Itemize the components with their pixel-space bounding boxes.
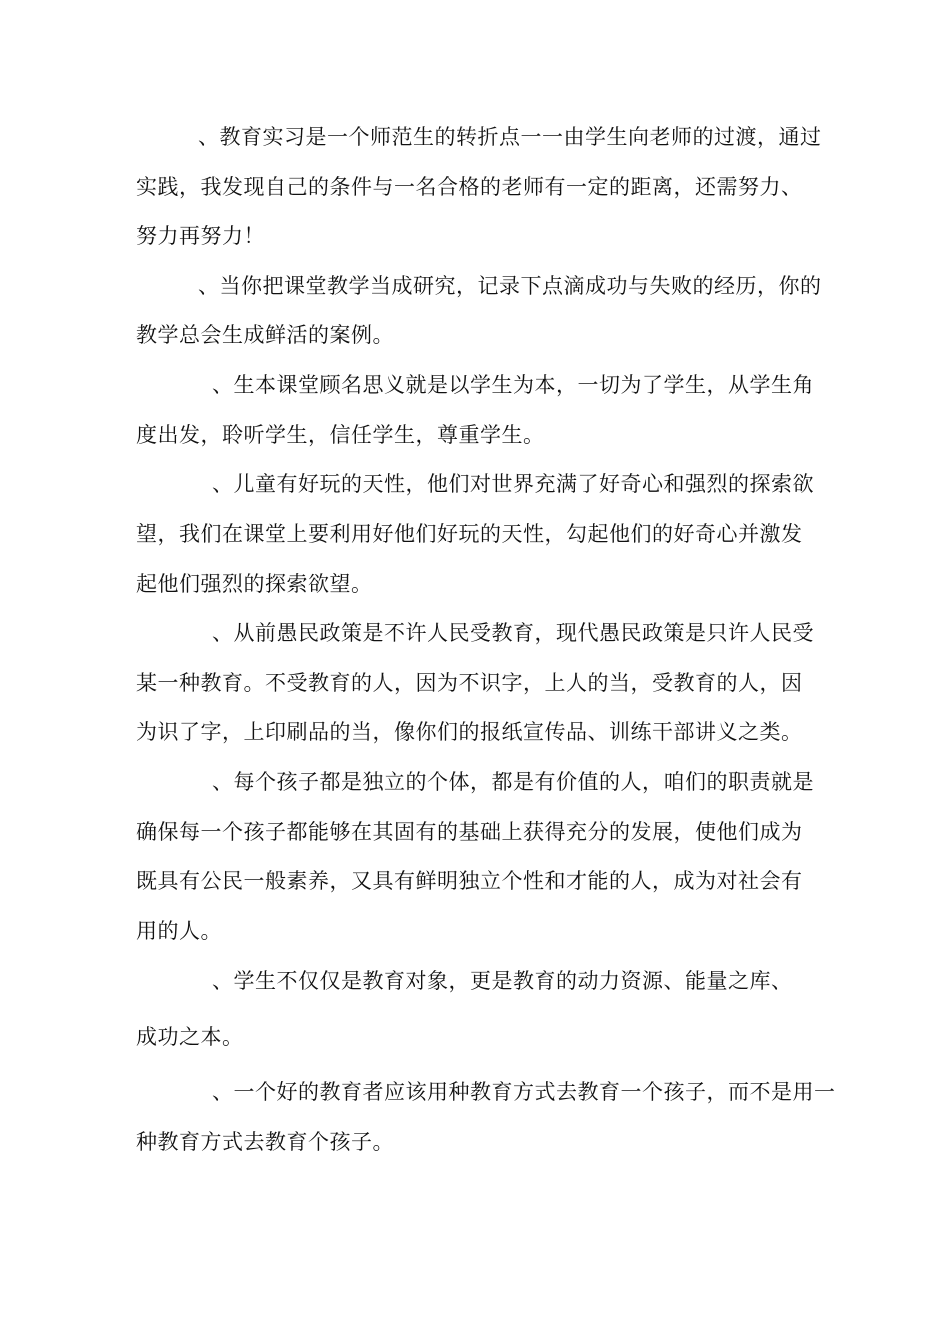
paragraph-4-line-3: 起他们强烈的探索欲望。: [136, 572, 373, 596]
paragraph-6-line-4: 用的人。: [136, 919, 222, 943]
paragraph-4-line-1: 、儿童有好玩的天性，他们对世界充满了好奇心和强烈的探索欲: [212, 472, 814, 496]
paragraph-7-line-2: 成功之本。: [136, 1025, 244, 1049]
paragraph-5-line-1: 、从前愚民政策是不许人民受教育，现代愚民政策是只许人民受: [212, 621, 814, 645]
paragraph-7-line-1: 、学生不仅仅是教育对象，更是教育的动力资源、能量之库、: [212, 969, 793, 993]
paragraph-8-line-2: 种教育方式去教育个孩子。: [136, 1130, 394, 1154]
paragraph-1-line-2: 实践，我发现自己的条件与一名合格的老师有一定的距离，还需努力、: [136, 175, 803, 199]
paragraph-1-line-3: 努力再努力！: [136, 224, 265, 248]
paragraph-4-line-2: 望，我们在课堂上要利用好他们好玩的天性，勾起他们的好奇心并激发: [136, 522, 803, 546]
paragraph-5-line-2: 某一种教育。不受教育的人，因为不识字，上人的当，受教育的人，因: [136, 671, 803, 695]
paragraph-2-line-2: 教学总会生成鲜活的案例。: [136, 323, 394, 347]
paragraph-6-line-3: 既具有公民一般素养，又具有鲜明独立个性和才能的人，成为对社会有: [136, 869, 803, 893]
paragraph-6-line-1: 、每个孩子都是独立的个体，都是有价值的人，咱们的职责就是: [212, 770, 814, 794]
paragraph-3-line-2: 度出发，聆听学生，信任学生，尊重学生。: [136, 423, 545, 447]
paragraph-5-line-3: 为识了字，上印刷品的当，像你们的报纸宣传品、训练干部讲义之类。: [136, 720, 803, 744]
paragraph-8-line-1: 、一个好的教育者应该用种教育方式去教育一个孩子，而不是用一: [212, 1080, 836, 1104]
paragraph-2-line-1: 、当你把课堂教学当成研究，记录下点滴成功与失败的经历，你的: [198, 274, 822, 298]
paragraph-3-line-1: 、生本课堂顾名思义就是以学生为本，一切为了学生，从学生角: [212, 373, 814, 397]
paragraph-6-line-2: 确保每一个孩子都能够在其固有的基础上获得充分的发展，使他们成为: [136, 820, 803, 844]
paragraph-1-line-1: 、教育实习是一个师范生的转折点一一由学生向老师的过渡，通过: [198, 125, 822, 149]
